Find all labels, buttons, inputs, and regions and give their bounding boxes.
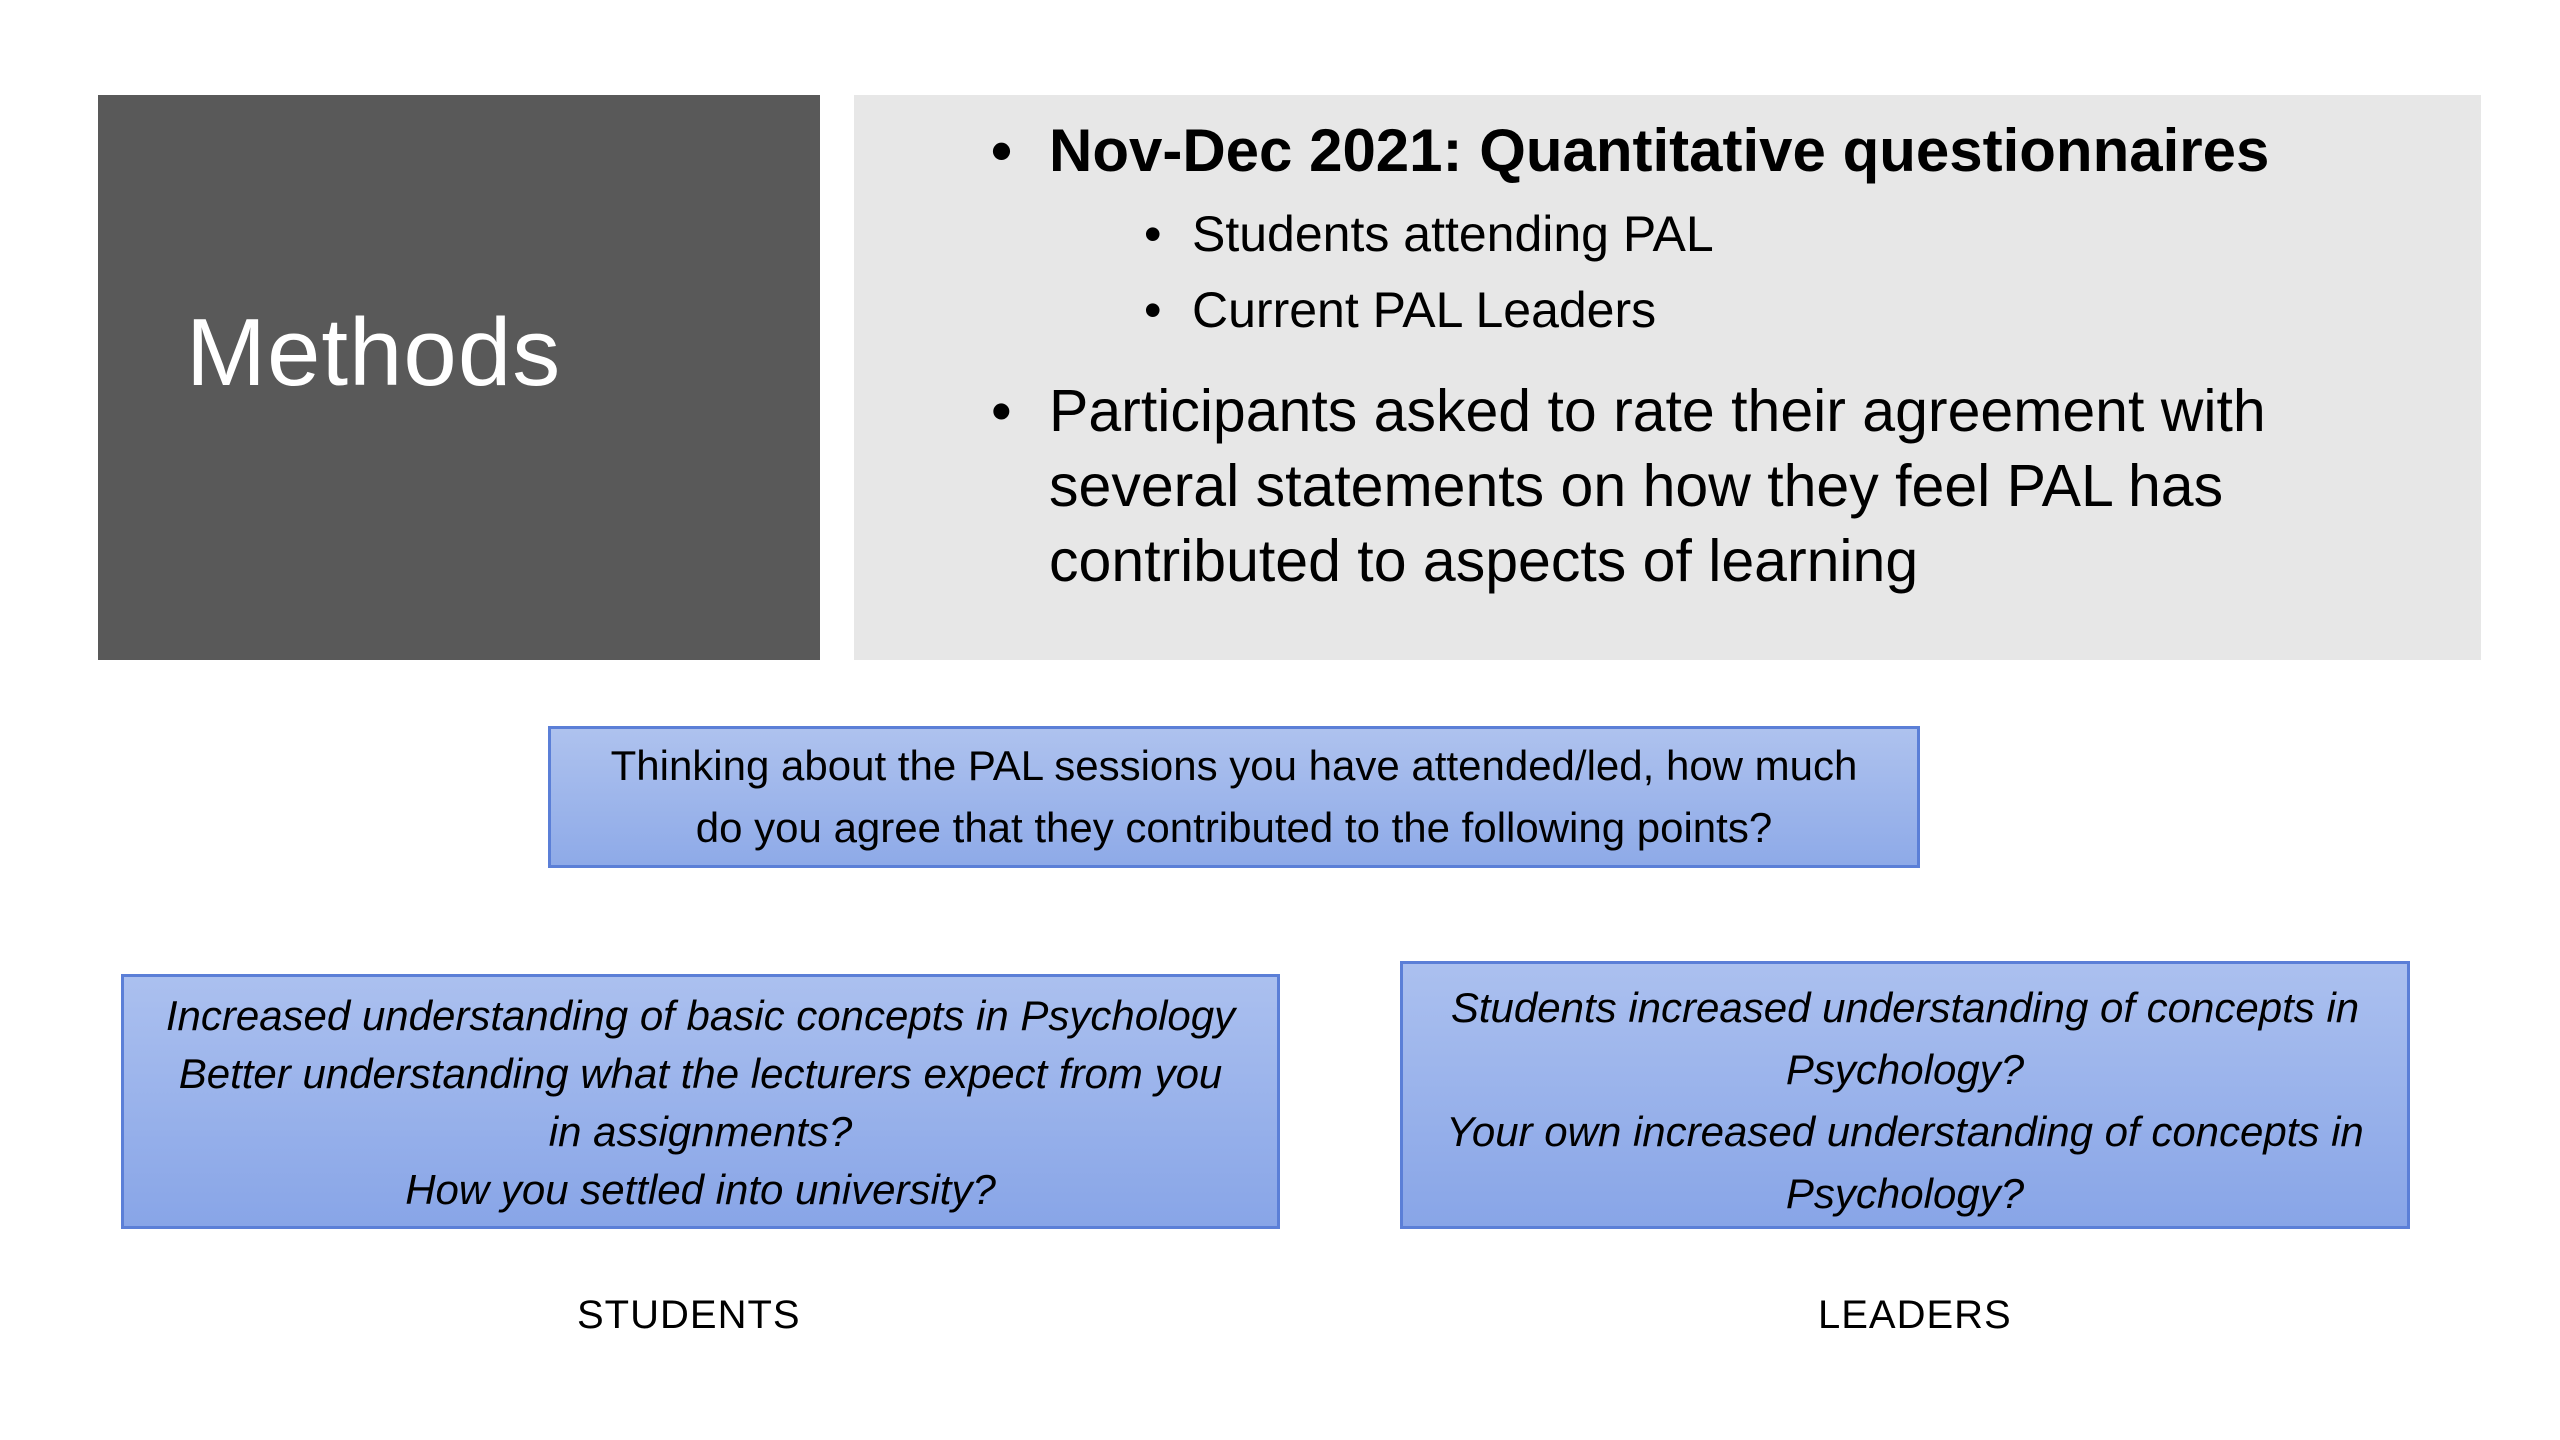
questionnaire-bullet-text: Nov-Dec 2021: Quantitative questionnaires — [1049, 117, 2270, 184]
leaders-statement-line: Students increased understanding of concepts in — [1450, 984, 2360, 1031]
students-statement-line: Increased understanding of basic concepts in Psychology — [165, 992, 1236, 1039]
participant-group-leaders-text: Current PAL Leaders — [1192, 282, 1657, 338]
survey-question-line: Thinking about the PAL sessions you have attended/led, how much — [610, 742, 1858, 789]
participant-group-students — [1144, 196, 2449, 272]
leaders-label: LEADERS — [1818, 1293, 2012, 1337]
title-panel — [98, 95, 820, 660]
leaders-statement-line: Your own increased understanding of concepts in — [1446, 1108, 2364, 1155]
rating-bullet — [989, 374, 2449, 599]
survey-question-box — [548, 726, 1920, 868]
leaders-statement-line: Psychology? — [1785, 1046, 2025, 1093]
participant-group-students-text: Students attending PAL — [1192, 206, 1714, 262]
participant-group-leaders — [1144, 272, 2449, 348]
rating-bullet-text: Participants asked to rate their agreement with several statements on how they feel PAL has contributed to aspects of learning — [1049, 378, 2266, 594]
students-label: STUDENTS — [577, 1293, 801, 1337]
survey-question-line: do you agree that they contributed to the following points? — [695, 804, 1773, 851]
students-statement-line: Better understanding what the lecturers expect from you — [178, 1050, 1223, 1097]
questionnaire-bullet — [989, 113, 2449, 348]
students-statements-box — [121, 974, 1280, 1229]
methods-content-panel — [854, 95, 2481, 660]
participant-group-list — [1049, 196, 2449, 348]
leaders-statements-box — [1400, 961, 2410, 1229]
students-statement-line: How you settled into university? — [405, 1166, 996, 1213]
leaders-statement-line: Psychology? — [1785, 1170, 2025, 1217]
methods-bullet-list — [989, 113, 2449, 599]
students-statement-line: in assignments? — [548, 1108, 853, 1155]
slide-title: Methods — [186, 299, 562, 406]
